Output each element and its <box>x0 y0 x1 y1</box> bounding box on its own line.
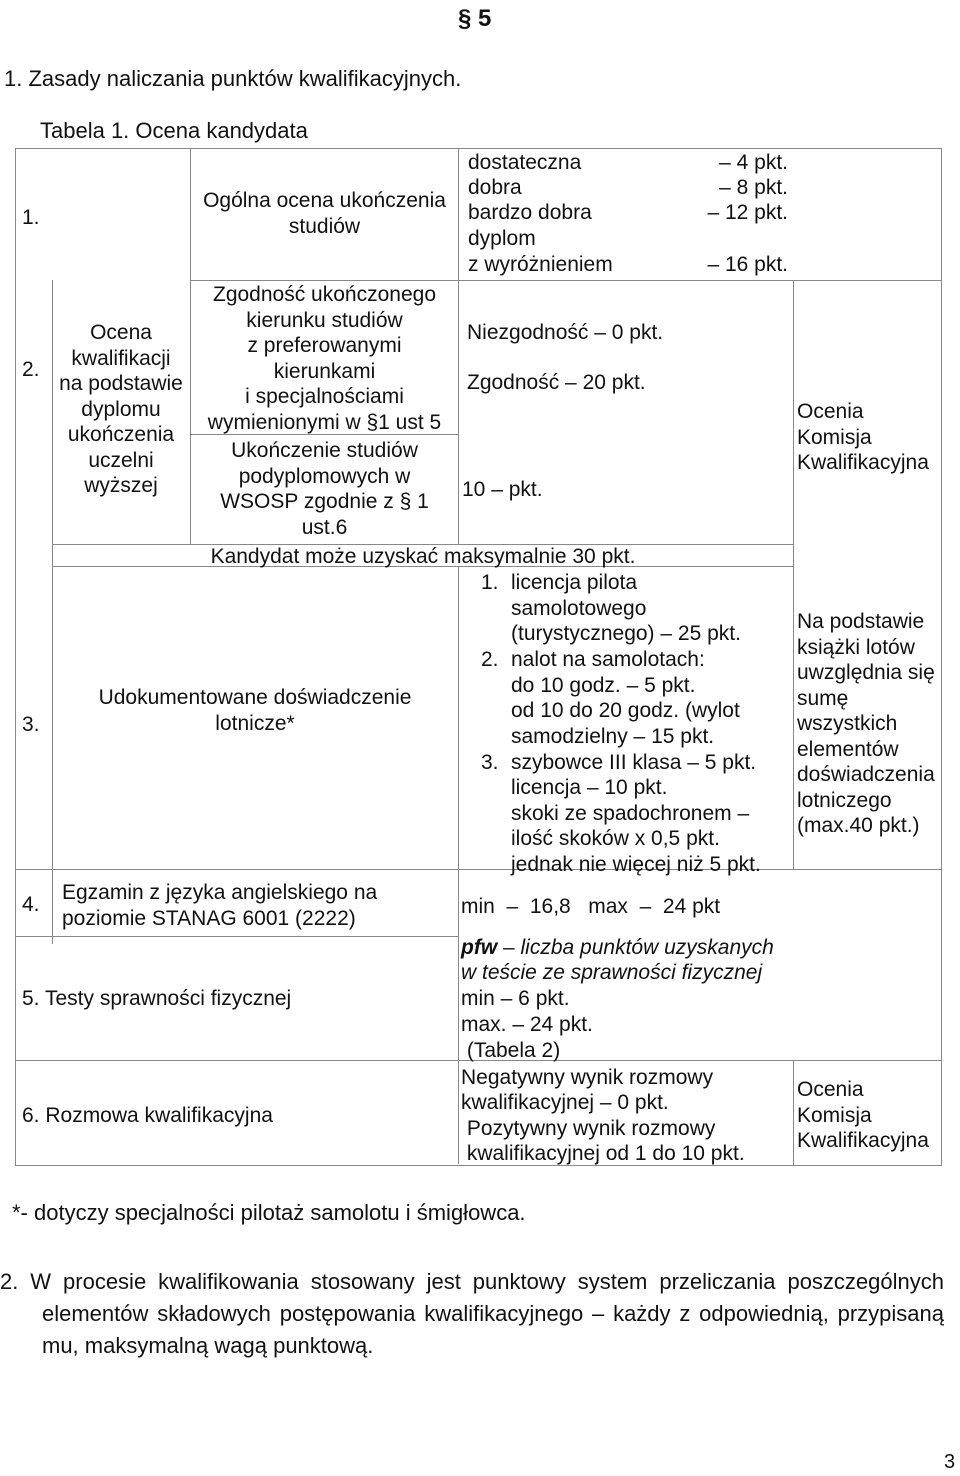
assessor-label: Ocenia Komisja Kwalifikacyjna <box>797 1078 929 1152</box>
grade-label: dostateczna <box>468 151 582 174</box>
criterion-flight-experience: Udokumentowane doświadczenie lotnicze* <box>98 686 412 735</box>
table-caption: Tabela 1. Ocena kandydata <box>40 118 308 143</box>
criterion-postgraduate: Ukończenie studiów podyplomowych w WSOSP zgodnie z § 1 ust.6 <box>220 439 429 539</box>
list-item: nalot na samolotach: <box>511 648 705 671</box>
section-2-paragraph: 2. W procesie kwalifikowania stosowany jest punktowy system przeliczania poszczególnych elementów składowych postępowania kwalifikacyjnego – każdy z odpowiednią, przypisaną mu, maksymalną wagą punktową. <box>0 1269 944 1358</box>
interview-positive-2: kwalifikacyjnej od 1 do 10 pkt. <box>461 1142 745 1165</box>
row-number: 1. <box>22 206 40 229</box>
list-item: licencja – 10 pkt. <box>511 776 668 799</box>
fitness-table-ref: (Tabela 2) <box>461 1039 561 1062</box>
list-item: licencja pilota <box>511 571 638 594</box>
list-item: skoki ze spadochronem – <box>511 802 750 825</box>
row-number: 4. <box>22 893 40 916</box>
interview-positive-1: Pozytywny wynik rozmowy <box>461 1117 716 1140</box>
interview-negative-1: Negatywny wynik rozmowy <box>461 1066 714 1089</box>
list-item: samolotowego <box>511 597 647 620</box>
criterion-field-match: Zgodność ukończonego kierunku studiów z preferowanymi kierunkami i specjalnościami wymienionymi w §1 ust 5 <box>207 283 442 434</box>
flight-experience-note: Na podstawie książki lotów uwzględnia się sumę wszystkich elementów doświadczenia lotniczego (max.40 pkt.) <box>797 610 935 837</box>
footnote: *- dotyczy specjalności pilotaż samolotu i śmigłowca. <box>12 1200 526 1225</box>
list-item: jednak nie więcej niż 5 pkt. <box>511 853 761 876</box>
fitness-min: min – 6 pkt. <box>461 987 570 1010</box>
list-item: szybowce III klasa – 5 pkt. <box>511 751 757 774</box>
grade-label: dyplom <box>468 227 536 250</box>
row-number: 3. <box>22 713 40 736</box>
criterion-fitness-test: 5. Testy sprawności fizycznej <box>22 987 292 1010</box>
grade-label: z wyróżnieniem <box>468 253 613 276</box>
list-item: ilość skoków x 0,5 pkt. <box>511 827 720 850</box>
grade-points: – 16 pkt. <box>707 253 788 276</box>
criterion-interview: 6. Rozmowa kwalifikacyjna <box>22 1104 273 1127</box>
list-number: 1. <box>481 571 499 594</box>
list-item: (turystycznego) – 25 pkt. <box>511 622 741 645</box>
section-mark: § 5 <box>458 5 492 32</box>
criterion-english-exam: Egzamin z języka angielskiego na poziomie STANAG 6001 (2222) <box>62 881 378 930</box>
list-number: 2. <box>481 648 499 671</box>
diploma-group-label: Ocena kwalifikacji na podstawie dyplomu ukończenia uczelni wyższej <box>59 321 183 497</box>
grade-points: – 12 pkt. <box>707 201 788 224</box>
criterion-general-grade: Ogólna ocena ukończenia studiów <box>203 189 446 238</box>
list-item: samodzielny – 15 pkt. <box>511 725 715 748</box>
max-points-note: Kandydat może uzyskać maksymalnie 30 pkt. <box>210 545 636 568</box>
pfw-definition: pfw – liczba punktów uzyskanych <box>461 936 774 959</box>
english-exam-value: min – 16,8 max – 24 pkt <box>461 895 721 918</box>
interview-negative-2: kwalifikacyjnej – 0 pkt. <box>461 1091 669 1114</box>
row-number: 2. <box>22 358 40 381</box>
list-item: od 10 do 20 godz. (wylot <box>511 699 740 722</box>
assessor-label: Ocenia Komisja Kwalifikacyjna <box>797 400 929 474</box>
grade-points: – 8 pkt. <box>719 176 788 199</box>
list-number: 3. <box>481 751 499 774</box>
postgraduate-value: 10 – pkt. <box>462 478 543 501</box>
fitness-max: max. – 24 pkt. <box>461 1013 593 1036</box>
list-item: do 10 godz. – 5 pkt. <box>511 674 696 697</box>
grade-label: dobra <box>468 176 522 199</box>
section-title: 1. Zasady naliczania punktów kwalifikacyjnych. <box>4 66 462 91</box>
field-match-value: Zgodność – 20 pkt. <box>467 371 646 394</box>
page-number: 3 <box>944 1451 956 1473</box>
field-mismatch-value: Niezgodność – 0 pkt. <box>467 321 664 344</box>
grade-points: – 4 pkt. <box>719 151 788 174</box>
pfw-definition-line2: w teście ze sprawności fizycznej <box>461 961 763 984</box>
grade-label: bardzo dobra <box>468 201 592 224</box>
